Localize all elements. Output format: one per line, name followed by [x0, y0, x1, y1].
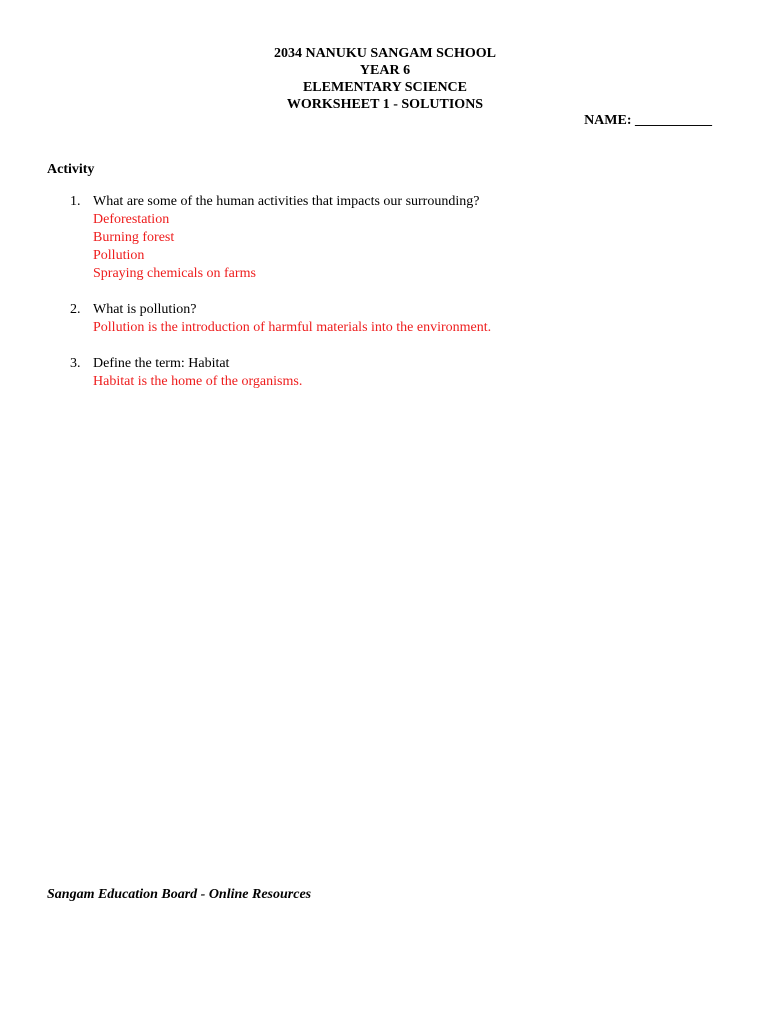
worksheet-header [0, 45, 770, 113]
question-number: 1. [70, 194, 81, 209]
year-level: YEAR 6 [359, 63, 411, 78]
question-item-2 [70, 301, 730, 337]
question-list [70, 193, 730, 409]
question-number: 2. [70, 302, 81, 317]
answer-line: Burning forest [93, 230, 175, 245]
footer-credit: Sangam Education Board - Online Resources [47, 887, 312, 902]
answer-line: Pollution is the introduction of harmful materials into the environment. [93, 320, 492, 335]
question-number: 3. [70, 356, 81, 371]
question-item-3 [70, 355, 730, 391]
school-name: 2034 NANUKU SANGAM SCHOOL [273, 46, 497, 61]
answer-line: Deforestation [93, 212, 170, 227]
subject-title: ELEMENTARY SCIENCE [302, 80, 468, 95]
answer-line: Spraying chemicals on farms [93, 266, 256, 281]
question-text: Define the term: Habitat [93, 356, 230, 371]
question-text: What is pollution? [93, 302, 197, 317]
answer-line: Pollution [93, 248, 145, 263]
question-item-1 [70, 193, 730, 283]
name-field: NAME: ___________ [584, 113, 712, 128]
answer-line: Habitat is the home of the organisms. [93, 374, 303, 389]
worksheet-title: WORKSHEET 1 - SOLUTIONS [286, 97, 484, 112]
section-title: Activity [47, 162, 95, 177]
question-text: What are some of the human activities that impacts our surrounding? [93, 194, 480, 209]
